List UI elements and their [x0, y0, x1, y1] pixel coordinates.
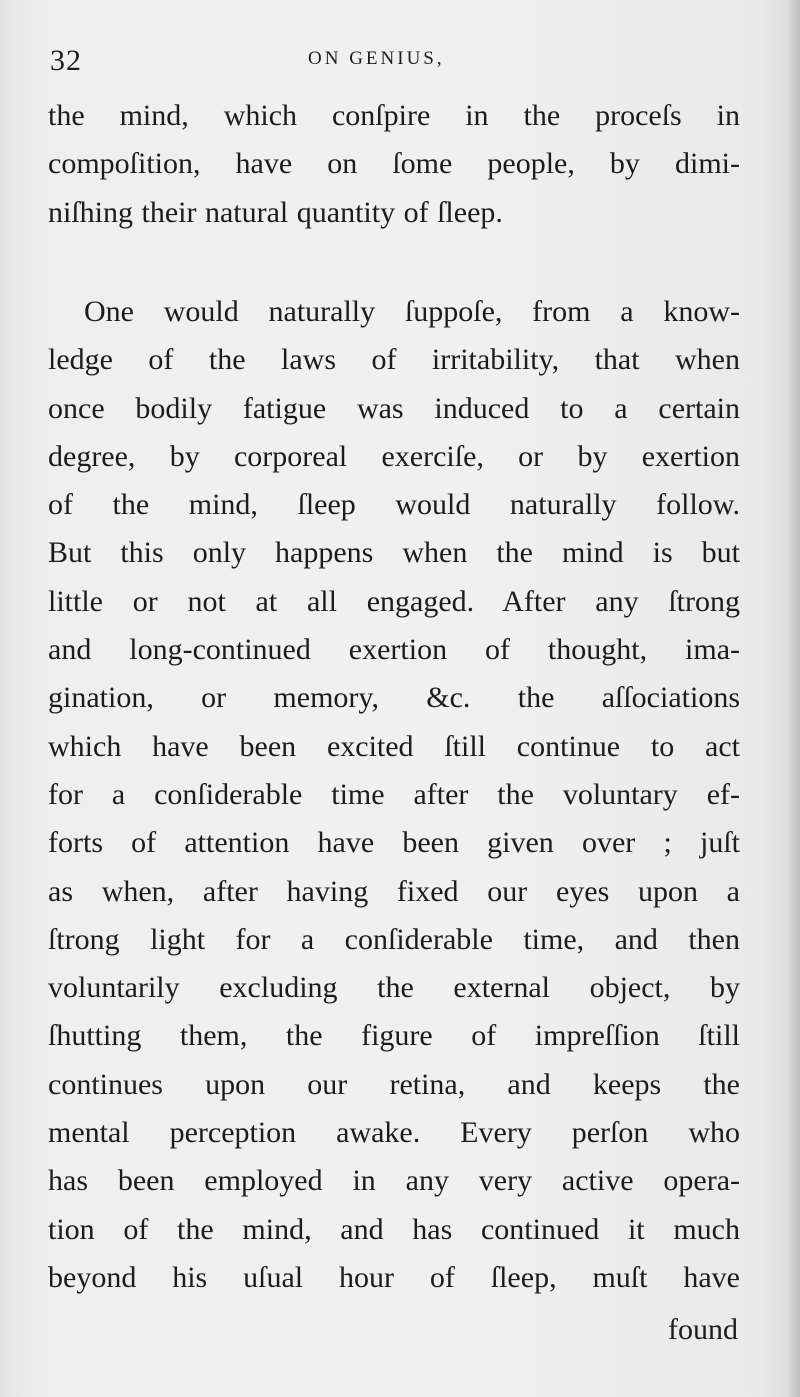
paragraph-1: [48, 92, 740, 237]
text-line: forts of attention have been given over ; juſt: [48, 826, 740, 860]
text-line: gination, or memory, &c. the aſſociations: [48, 681, 740, 715]
text-line: ſtrong light for a conſiderable time, and then: [48, 922, 740, 956]
text-line: which have been excited ſtill continue to act: [48, 729, 740, 763]
text-line: the mind, which conſpire in the proceſs in: [48, 99, 740, 132]
text-line: But this only happens when the mind is but: [48, 536, 740, 570]
text-line: degree, by corporeal exerciſe, or by exertion: [48, 439, 740, 473]
page-edge-shadow: [786, 0, 800, 1397]
text-line: as when, after having fixed our eyes upon a: [48, 874, 740, 908]
catchword: found: [668, 1313, 738, 1346]
text-line: and long-continued exertion of thought, ima-: [48, 633, 740, 667]
text-line: niſhing their natural quantity of ſleep.: [48, 195, 503, 229]
text-line: One would naturally ſuppoſe, from a know-: [84, 295, 740, 328]
page-number: 32: [50, 44, 82, 77]
paragraph-2: [48, 288, 740, 1302]
text-line: voluntarily excluding the external object, by: [48, 971, 740, 1005]
text-line: compoſition, have on ſome people, by dimi-: [48, 147, 740, 181]
text-line: little or not at all engaged. After any ſtrong: [48, 584, 740, 618]
text-line: mental perception awake. Every perſon who: [48, 1116, 740, 1150]
text-line: continues upon our retina, and keeps the: [48, 1067, 740, 1101]
text-line: has been employed in any very active opera-: [48, 1164, 740, 1198]
text-line: once bodily fatigue was induced to a certain: [48, 391, 740, 425]
page-header: [46, 40, 740, 80]
text-line: for a conſiderable time after the voluntary ef-: [48, 777, 740, 811]
running-title: ON GENIUS,: [308, 48, 445, 69]
text-line: ſhutting them, the figure of impreſſion ſtill: [48, 1019, 740, 1053]
text-line: beyond his uſual hour of ſleep, muſt have: [48, 1260, 740, 1294]
text-line: of the mind, ſleep would naturally follow.: [48, 488, 740, 522]
text-line: tion of the mind, and has continued it much: [48, 1212, 740, 1246]
text-line: ledge of the laws of irritability, that when: [48, 343, 740, 377]
